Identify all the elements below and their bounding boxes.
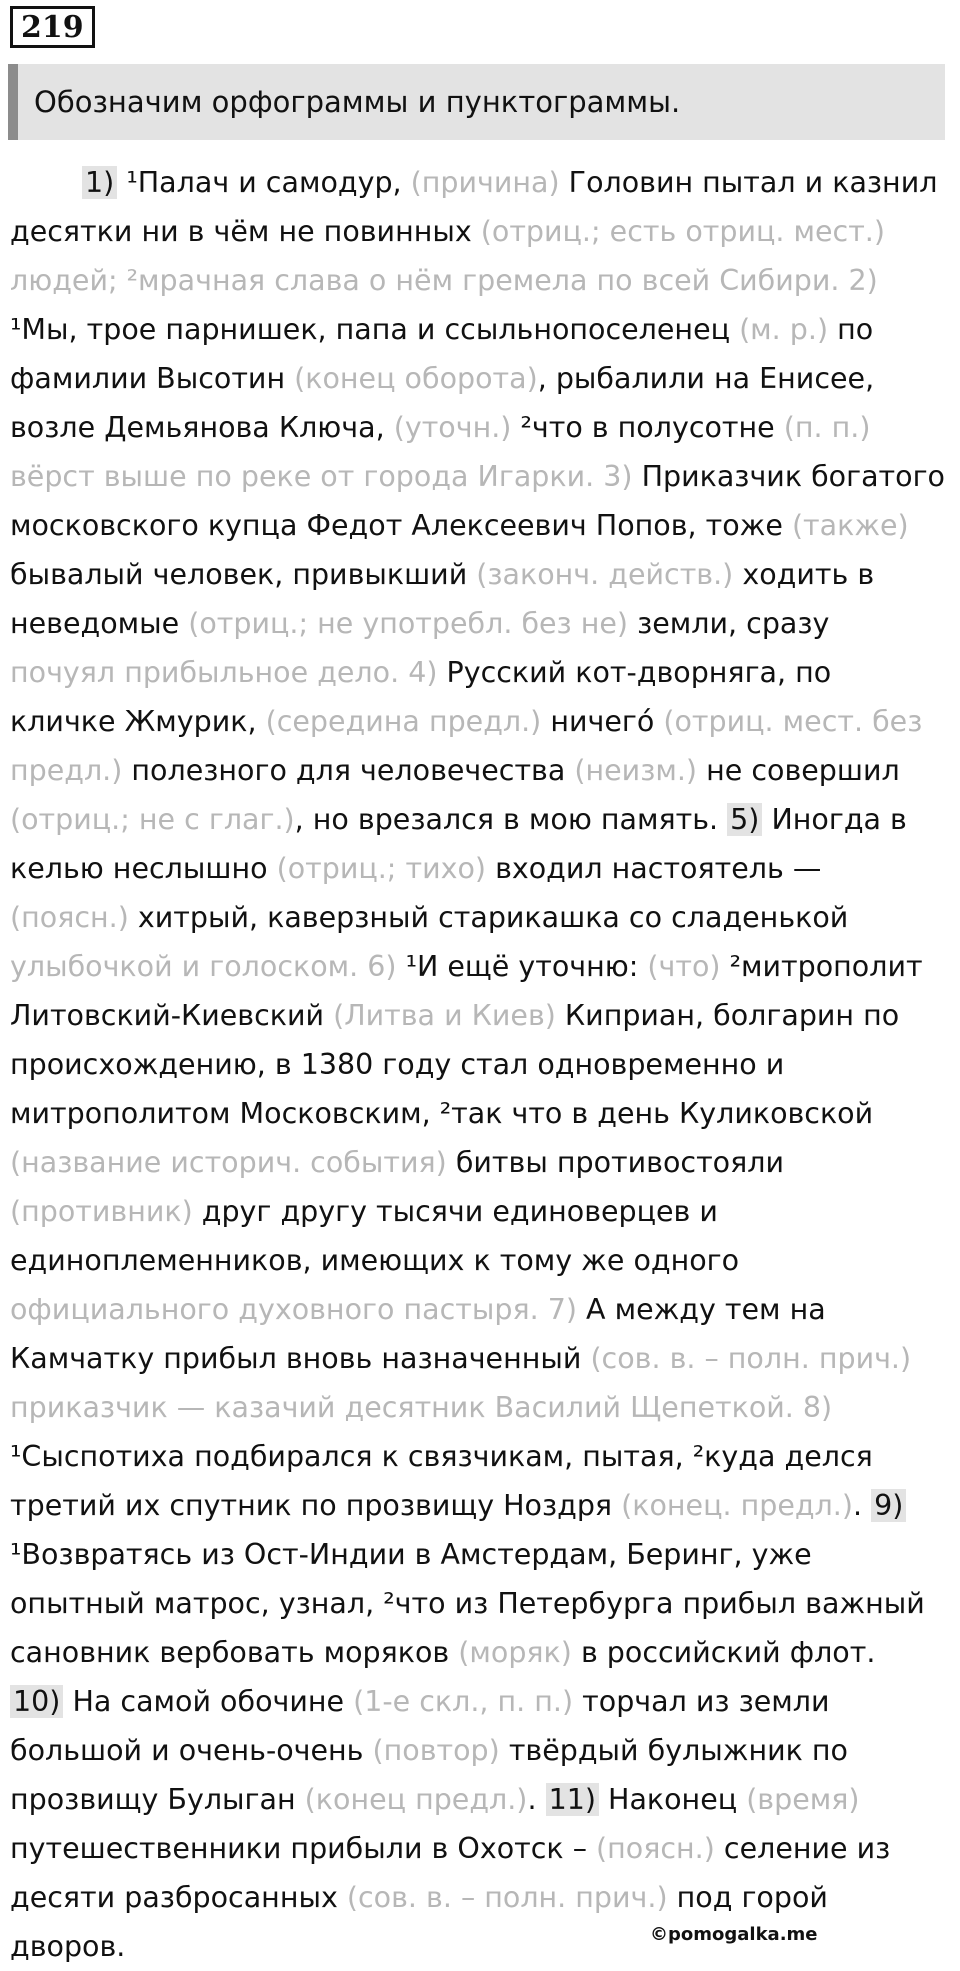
exercise-number: 219 bbox=[10, 6, 95, 48]
text-line: 10) На самой обочине (1-е скл., п. п.) торчал из земли bbox=[10, 1677, 950, 1726]
text-line: прозвищу Булыган (конец предл.). 11) Наконец (время) bbox=[10, 1783, 860, 1816]
text-line: десяти разбросанных (сов. в. – полн. прич.) под горой bbox=[10, 1881, 828, 1914]
text-line: Камчатку прибыл вновь назначенный (сов. в. – полн. прич.) bbox=[10, 1342, 912, 1375]
text-line: келью неслышно (отриц.; тихо) входил настоятель — bbox=[10, 852, 822, 885]
text-line: опытный матрос, узнал, ²что из Петербурга прибыл важный bbox=[10, 1587, 925, 1620]
text-line: сановник вербовать моряков (моряк) в российский флот. bbox=[10, 1636, 876, 1669]
text-line: официального духовного пастыря. 7) А между тем на bbox=[10, 1293, 826, 1326]
text-line: 1) ¹Палач и самодур, (причина) Головин пытал и казнил bbox=[10, 158, 950, 207]
text-line: большой и очень-очень (повтор) твёрдый булыжник по bbox=[10, 1734, 848, 1767]
text-line: митрополитом Московским, ²так что в день Куликовской bbox=[10, 1097, 874, 1130]
text-line: происхождению, в 1380 году стал одновременно и bbox=[10, 1048, 785, 1081]
text-line: дворов. bbox=[10, 1930, 126, 1963]
task-heading-text: Обозначим орфограммы и пунктограммы. bbox=[34, 85, 681, 119]
text-line: московского купца Федот Алексеевич Попов, тоже (также) bbox=[10, 509, 909, 542]
text-line: единоплеменников, имеющих к тому же одного bbox=[10, 1244, 740, 1277]
text-line: ¹Мы, трое парнишек, папа и ссыльнопоселенец (м. р.) по bbox=[10, 313, 874, 346]
text-line: вёрст выше по реке от города Игарки. 3) Приказчик богатого bbox=[10, 460, 945, 493]
text-line: людей; ²мрачная слава о нём гремела по всей Сибири. 2) bbox=[10, 264, 878, 297]
text-line: почуял прибыльное дело. 4) Русский кот-дворняга, по bbox=[10, 656, 832, 689]
text-line: третий их спутник по прозвищу Ноздря (конец. предл.). 9) bbox=[10, 1481, 950, 1530]
text-line: предл.) полезного для человечества (неизм.) не совершил bbox=[10, 754, 900, 787]
text-line: (отриц.; не с глаг.), но врезался в мою память. 5) Иногда в bbox=[10, 803, 907, 836]
text-line: возле Демьянова Ключа, (уточн.) ²что в полусотне (п. п.) bbox=[10, 411, 871, 444]
text-line: улыбочкой и голоском. 6) ¹И ещё уточню: (что) ²митрополит bbox=[10, 950, 923, 983]
task-heading bbox=[8, 64, 945, 140]
text-line: неведомые (отриц.; не употребл. без не) земли, сразу bbox=[10, 607, 830, 640]
text-line: бывалый человек, привыкший (законч. действ.) ходить в bbox=[10, 558, 875, 591]
text-line: ¹Возвратясь из Ост-Индии в Амстердам, Беринг, уже bbox=[10, 1538, 812, 1571]
text-line: (противник) друг другу тысячи единоверцев и bbox=[10, 1195, 718, 1228]
annotated-text bbox=[10, 158, 950, 1971]
text-line: путешественники прибыли в Охотск – (поясн.) селение из bbox=[10, 1832, 891, 1865]
text-line: ¹Сыспотиха подбирался к связчикам, пытая, ²куда делся bbox=[10, 1440, 873, 1473]
text-line: (название историч. события) битвы противостояли bbox=[10, 1146, 784, 1179]
text-line: фамилии Высотин (конец оборота), рыбалили на Енисее, bbox=[10, 362, 875, 395]
text-line: Литовский-Киевский (Литва и Киев) Киприан, болгарин по bbox=[10, 999, 900, 1032]
text-line: приказчик — казачий десятник Василий Щепеткой. 8) bbox=[10, 1391, 833, 1424]
site-watermark: ©pomogalka.me bbox=[650, 1924, 818, 1945]
text-line: десятки ни в чём не повинных (отриц.; есть отриц. мест.) bbox=[10, 215, 885, 248]
text-line: (поясн.) хитрый, каверзный старикашка со сладенькой bbox=[10, 901, 849, 934]
text-line: кличке Жмурик, (середина предл.) ничегó (отриц. мест. без bbox=[10, 705, 923, 738]
